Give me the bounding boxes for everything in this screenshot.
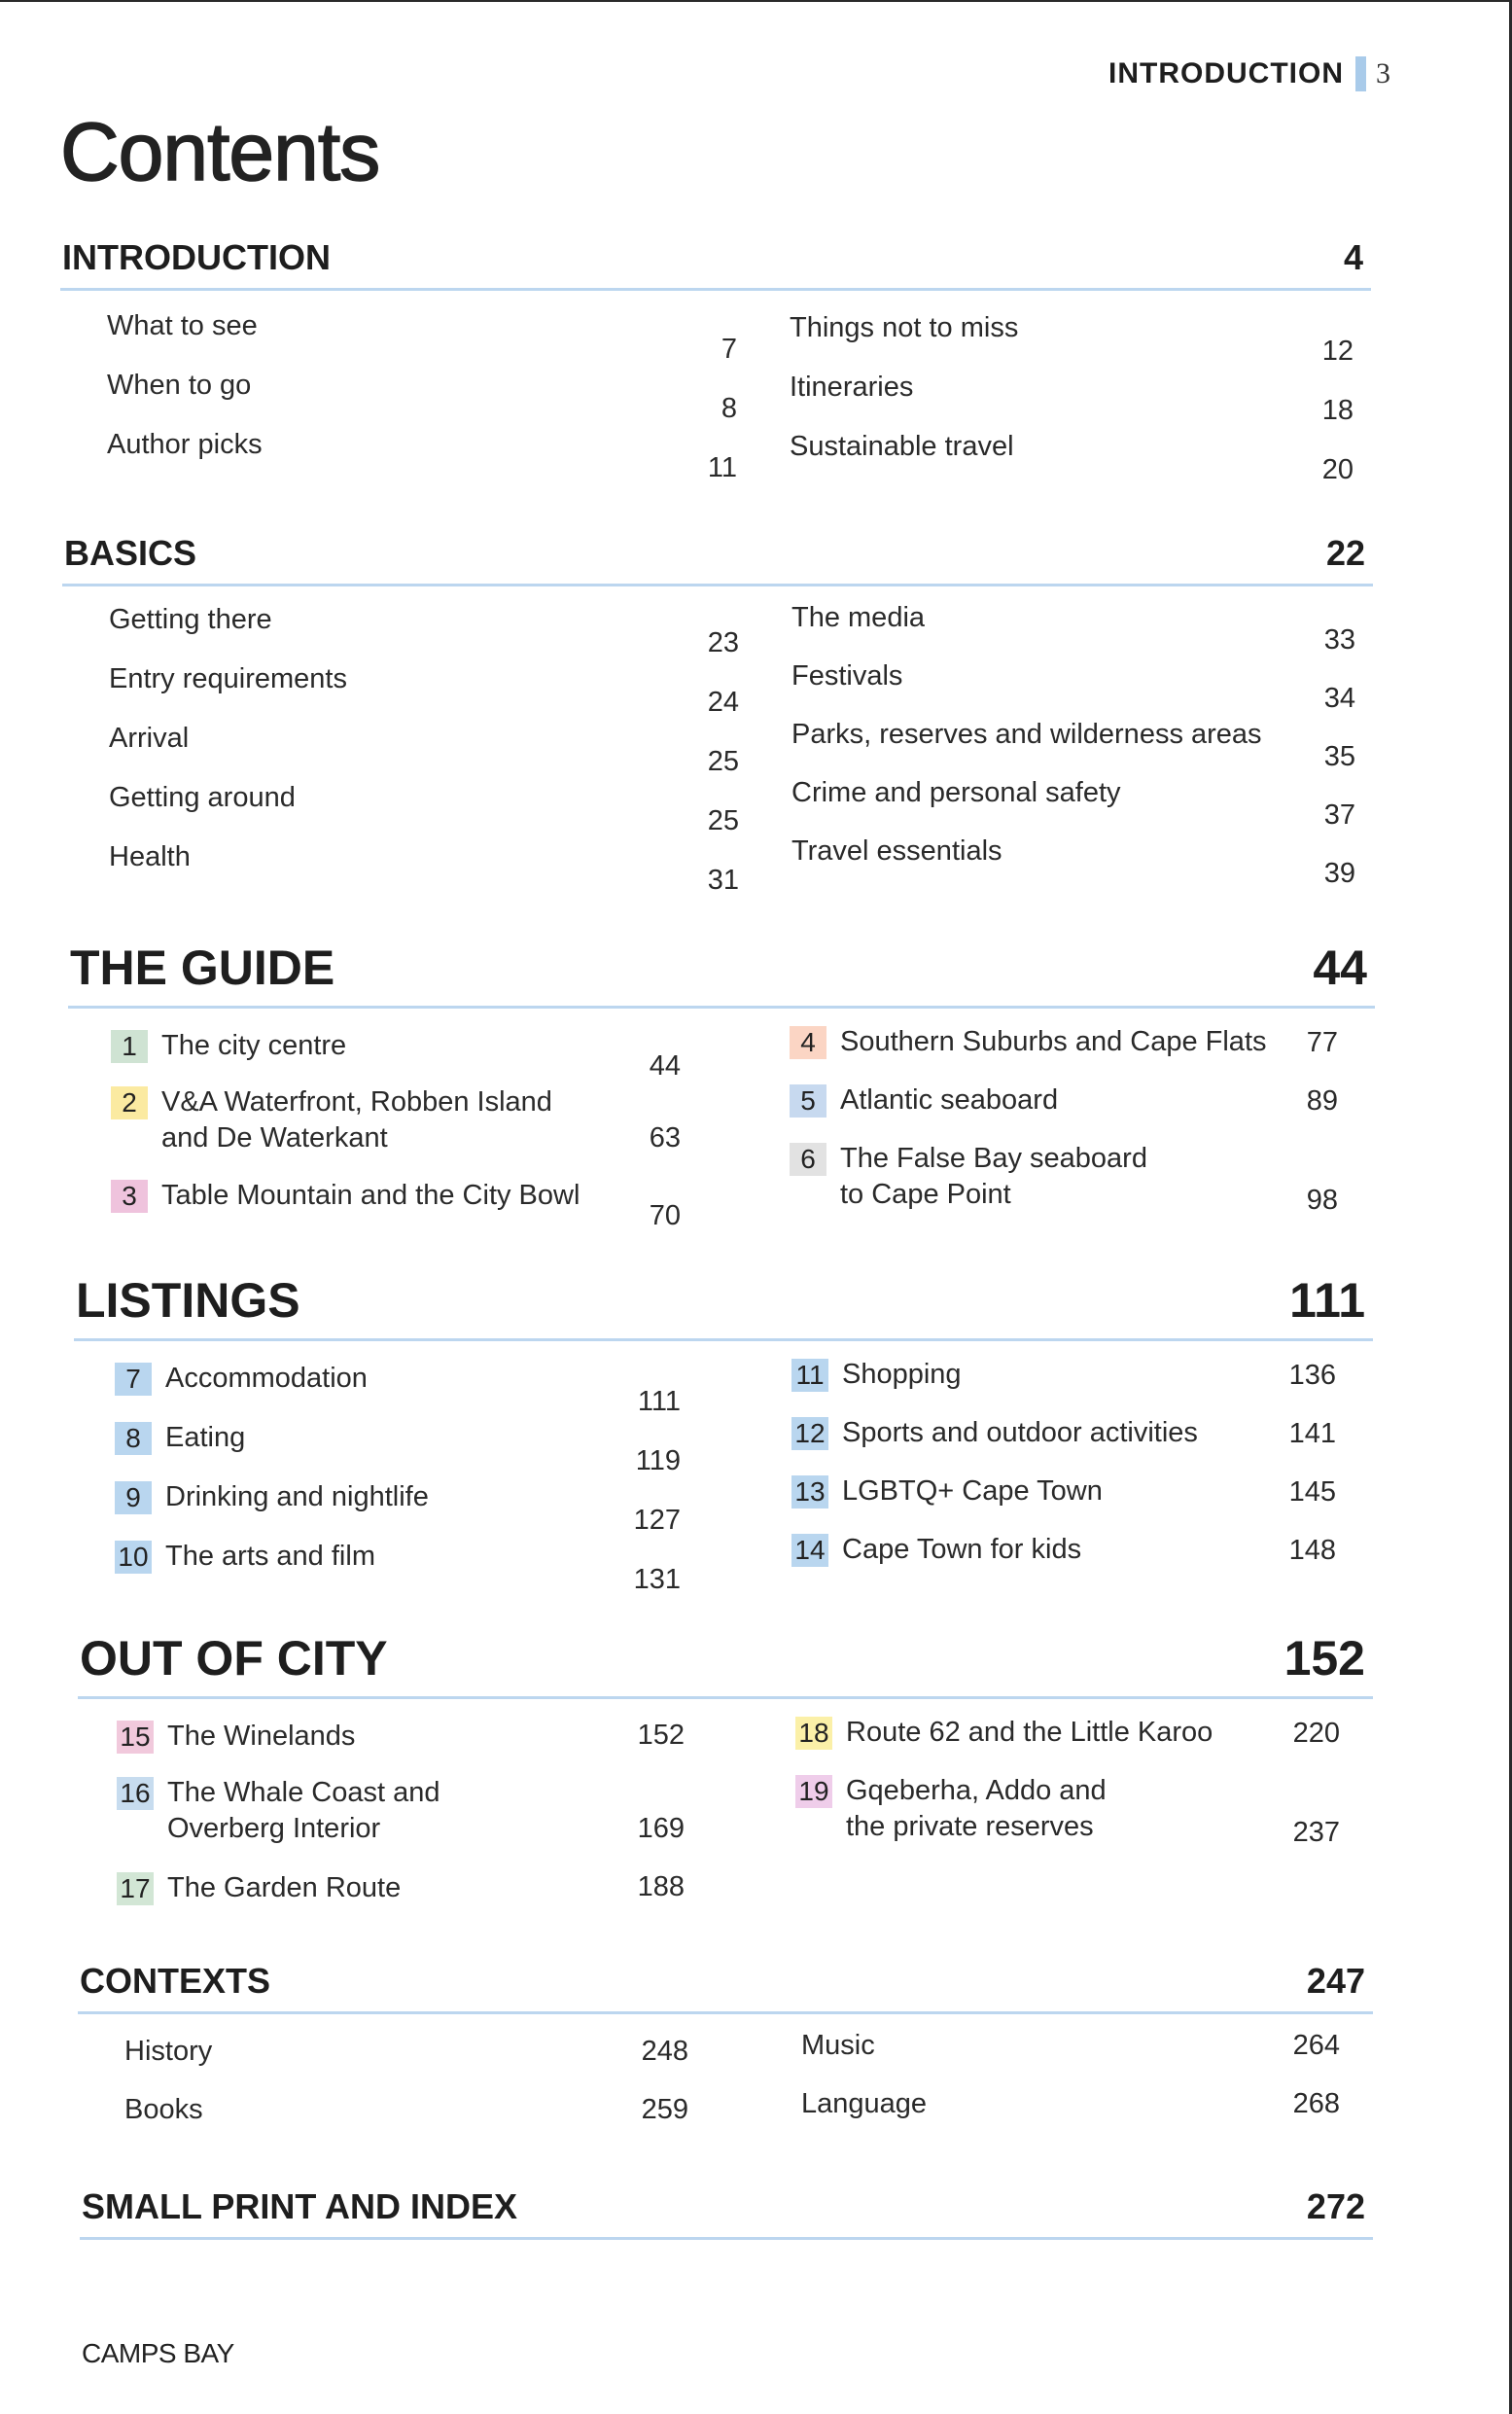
entry-label: The Garden Route bbox=[167, 1872, 402, 1903]
chapter-entry[interactable] bbox=[791, 1415, 1336, 1473]
entry-label: Itineraries bbox=[790, 372, 914, 403]
entry-page: 141 bbox=[1288, 1418, 1336, 1449]
toc-entry[interactable] bbox=[791, 775, 1355, 834]
chapter-number-badge: 6 bbox=[790, 1143, 826, 1176]
section-header[interactable] bbox=[80, 2183, 1373, 2240]
chapter-entry[interactable] bbox=[115, 1479, 681, 1539]
entry-page: 44 bbox=[649, 1050, 681, 1082]
entry-page: 35 bbox=[1323, 741, 1355, 772]
right-column bbox=[795, 1715, 1340, 1851]
entry-label: Parks, reserves and wilderness areas bbox=[791, 719, 1262, 750]
chapter-number-badge: 15 bbox=[117, 1721, 154, 1754]
section-title[interactable]: OUT OF CITY bbox=[80, 1631, 388, 1686]
entry-label: Arrival bbox=[109, 723, 190, 754]
chapter-number-badge: 14 bbox=[791, 1534, 828, 1567]
chapter-number-badge: 13 bbox=[791, 1475, 828, 1509]
toc-entry[interactable] bbox=[791, 600, 1355, 658]
toc-entry[interactable] bbox=[801, 2028, 1340, 2086]
chapter-number-badge: 3 bbox=[111, 1180, 148, 1213]
entry-label: Sustainable travel bbox=[790, 431, 1014, 462]
entry-label: Festivals bbox=[791, 660, 903, 692]
chapter-number-badge: 8 bbox=[115, 1422, 152, 1455]
chapter-number-badge: 9 bbox=[115, 1481, 152, 1514]
section-page: 152 bbox=[1283, 1631, 1365, 1686]
running-header bbox=[1108, 56, 1390, 91]
chapter-number-badge: 11 bbox=[791, 1359, 828, 1392]
entry-page: 25 bbox=[707, 746, 739, 777]
chapter-entry[interactable] bbox=[115, 1539, 681, 1598]
section-contexts bbox=[78, 1957, 1373, 2150]
entry-page: 20 bbox=[1321, 454, 1354, 485]
right-column bbox=[801, 2028, 1340, 2145]
entry-page: 111 bbox=[637, 1386, 681, 1417]
entry-label: Route 62 and the Little Karoo bbox=[846, 1717, 1213, 1748]
entry-label: Entry requirements bbox=[109, 663, 347, 694]
entry-label: History bbox=[124, 2036, 213, 2067]
toc-entry[interactable] bbox=[124, 2034, 688, 2092]
chapter-entry[interactable] bbox=[795, 1715, 1340, 1773]
entry-label: Gqeberha, Addo and the private reserves bbox=[846, 1775, 1107, 1842]
entry-page: 18 bbox=[1321, 395, 1354, 426]
right-column bbox=[791, 600, 1355, 892]
section-title[interactable]: BASICS bbox=[64, 533, 197, 573]
section-header[interactable] bbox=[68, 936, 1375, 1009]
entry-page: 11 bbox=[707, 452, 737, 483]
entry-label: V&A Waterfront, Robben Island and De Waterkant bbox=[161, 1086, 552, 1154]
page-number: 3 bbox=[1376, 57, 1390, 89]
section-title[interactable]: THE GUIDE bbox=[70, 941, 335, 995]
section-title[interactable]: SMALL PRINT AND INDEX bbox=[82, 2186, 518, 2226]
chapter-number-badge: 7 bbox=[115, 1363, 152, 1396]
page-title: Contents bbox=[60, 106, 380, 197]
entry-label: Accommodation bbox=[165, 1363, 368, 1394]
entry-page: 37 bbox=[1323, 799, 1355, 831]
chapter-entry[interactable] bbox=[111, 1178, 681, 1234]
entry-label: Table Mountain and the City Bowl bbox=[161, 1180, 580, 1211]
chapter-entry[interactable] bbox=[111, 1084, 681, 1178]
section-title[interactable]: INTRODUCTION bbox=[62, 237, 331, 277]
section-small-print bbox=[80, 2183, 1373, 2240]
entry-page: 268 bbox=[1292, 2088, 1340, 2119]
right-column bbox=[791, 1357, 1336, 1590]
entry-label: The arts and film bbox=[165, 1541, 375, 1572]
chapter-entry[interactable] bbox=[791, 1357, 1336, 1415]
entry-page: 33 bbox=[1323, 624, 1355, 656]
toc-entry[interactable] bbox=[109, 780, 739, 839]
entry-label: The Winelands bbox=[167, 1721, 356, 1752]
section-title[interactable]: CONTEXTS bbox=[80, 1961, 271, 2001]
entry-label: Author picks bbox=[107, 429, 263, 460]
section-the-guide bbox=[68, 936, 1375, 1242]
entry-page: 98 bbox=[1306, 1185, 1338, 1216]
entry-page: 8 bbox=[721, 393, 737, 424]
entry-label: The False Bay seaboard to Cape Point bbox=[840, 1143, 1147, 1210]
entry-page: 148 bbox=[1288, 1535, 1336, 1566]
entry-label: Things not to miss bbox=[790, 312, 1019, 343]
chapter-number-badge: 1 bbox=[111, 1030, 148, 1063]
toc-entry[interactable] bbox=[109, 839, 739, 899]
entry-label: The city centre bbox=[161, 1030, 347, 1061]
toc-entry[interactable] bbox=[791, 834, 1355, 892]
section-page: 4 bbox=[1343, 237, 1363, 277]
toc-entry[interactable] bbox=[790, 310, 1354, 370]
entry-page: 70 bbox=[649, 1200, 681, 1231]
entry-page: 12 bbox=[1321, 336, 1354, 367]
chapter-entry[interactable] bbox=[790, 1024, 1338, 1083]
chapter-number-badge: 10 bbox=[115, 1541, 152, 1574]
entry-label: Getting there bbox=[109, 604, 272, 635]
toc-entry[interactable] bbox=[107, 308, 737, 368]
entry-label: Music bbox=[801, 2030, 875, 2061]
running-header-title: INTRODUCTION bbox=[1108, 57, 1344, 89]
chapter-number-badge: 5 bbox=[790, 1084, 826, 1118]
entry-page: 25 bbox=[707, 805, 739, 836]
left-column bbox=[107, 308, 737, 486]
toc-entry[interactable] bbox=[109, 661, 739, 721]
chapter-entry[interactable] bbox=[790, 1083, 1338, 1141]
toc-entry[interactable] bbox=[107, 427, 737, 486]
entry-page: 220 bbox=[1292, 1718, 1340, 1749]
entry-page: 152 bbox=[637, 1720, 685, 1751]
chapter-entry[interactable] bbox=[791, 1532, 1336, 1590]
section-header[interactable] bbox=[62, 529, 1373, 586]
section-page: 272 bbox=[1306, 2186, 1365, 2226]
section-basics bbox=[62, 529, 1373, 898]
chapter-entry[interactable] bbox=[117, 1775, 685, 1870]
entry-label: Crime and personal safety bbox=[791, 777, 1121, 808]
entry-label: Sports and outdoor activities bbox=[842, 1417, 1198, 1448]
entry-label: The Whale Coast and Overberg Interior bbox=[167, 1777, 440, 1844]
entry-label: Atlantic seaboard bbox=[840, 1084, 1059, 1116]
entry-page: 259 bbox=[641, 2094, 688, 2125]
entry-label: Travel essentials bbox=[791, 835, 1002, 867]
toc-entry[interactable] bbox=[109, 602, 739, 661]
toc-entry[interactable] bbox=[791, 717, 1355, 775]
entry-page: 89 bbox=[1306, 1085, 1338, 1117]
chapter-number-badge: 18 bbox=[795, 1717, 832, 1750]
section-out-of-city bbox=[78, 1626, 1373, 1933]
entry-page: 127 bbox=[633, 1505, 681, 1536]
section-introduction bbox=[60, 233, 1371, 485]
entry-page: 39 bbox=[1323, 858, 1355, 889]
entry-page: 237 bbox=[1292, 1817, 1340, 1848]
chapter-number-badge: 2 bbox=[111, 1086, 148, 1119]
entry-page: 23 bbox=[707, 627, 739, 658]
entry-page: 169 bbox=[637, 1813, 685, 1844]
chapter-entry[interactable] bbox=[115, 1361, 681, 1420]
page-top-edge bbox=[0, 0, 1512, 2]
entry-label: Cape Town for kids bbox=[842, 1534, 1082, 1565]
entry-page: 131 bbox=[633, 1564, 681, 1595]
section-title[interactable]: LISTINGS bbox=[76, 1273, 300, 1328]
entry-page: 145 bbox=[1288, 1476, 1336, 1508]
section-page: 247 bbox=[1306, 1961, 1365, 2001]
chapter-entry[interactable] bbox=[795, 1773, 1340, 1851]
toc-entry[interactable] bbox=[790, 370, 1354, 429]
right-column bbox=[790, 310, 1354, 488]
entry-page: 188 bbox=[637, 1871, 685, 1902]
entry-label: What to see bbox=[107, 310, 258, 341]
entry-page: 34 bbox=[1323, 683, 1355, 714]
chapter-number-badge: 19 bbox=[795, 1775, 832, 1808]
entry-page: 77 bbox=[1306, 1027, 1338, 1058]
entry-label: LGBTQ+ Cape Town bbox=[842, 1475, 1103, 1507]
entry-page: 264 bbox=[1292, 2030, 1340, 2061]
section-page: 44 bbox=[1313, 941, 1367, 995]
chapter-entry[interactable] bbox=[111, 1028, 681, 1084]
entry-label: Getting around bbox=[109, 782, 296, 813]
running-header-bar bbox=[1355, 56, 1366, 91]
chapter-entry[interactable] bbox=[117, 1719, 685, 1775]
entry-label: Shopping bbox=[842, 1359, 962, 1390]
entry-label: Health bbox=[109, 841, 191, 872]
chapter-entry[interactable] bbox=[790, 1141, 1338, 1219]
entry-page: 24 bbox=[707, 687, 739, 718]
entry-page: 119 bbox=[635, 1445, 681, 1476]
chapter-number-badge: 17 bbox=[117, 1872, 154, 1905]
entry-page: 136 bbox=[1288, 1360, 1336, 1391]
chapter-entry[interactable] bbox=[117, 1870, 685, 1927]
left-column bbox=[111, 1028, 681, 1234]
section-header[interactable] bbox=[60, 233, 1371, 291]
section-header[interactable] bbox=[78, 1957, 1373, 2014]
left-column bbox=[124, 2034, 688, 2150]
chapter-entry[interactable] bbox=[791, 1473, 1336, 1532]
chapter-number-badge: 4 bbox=[790, 1026, 826, 1059]
left-column bbox=[115, 1361, 681, 1598]
entry-label: Eating bbox=[165, 1422, 246, 1453]
entry-page: 31 bbox=[707, 865, 739, 896]
toc-entry[interactable] bbox=[109, 721, 739, 780]
toc-entry[interactable] bbox=[124, 2092, 688, 2150]
toc-entry[interactable] bbox=[790, 429, 1354, 488]
section-listings bbox=[74, 1268, 1373, 1614]
entry-label: When to go bbox=[107, 370, 252, 401]
section-header[interactable] bbox=[74, 1268, 1373, 1341]
right-column bbox=[790, 1024, 1338, 1219]
left-column bbox=[109, 602, 739, 899]
section-header[interactable] bbox=[78, 1626, 1373, 1699]
section-page: 22 bbox=[1325, 533, 1365, 573]
entry-page: 248 bbox=[641, 2036, 688, 2067]
entry-label: Drinking and nightlife bbox=[165, 1481, 429, 1512]
section-page: 111 bbox=[1289, 1273, 1365, 1328]
entry-label: Language bbox=[801, 2088, 928, 2119]
toc-entry[interactable] bbox=[801, 2086, 1340, 2145]
entry-label: The media bbox=[791, 602, 926, 633]
toc-entry[interactable] bbox=[107, 368, 737, 427]
chapter-number-badge: 12 bbox=[791, 1417, 828, 1450]
entry-label: Books bbox=[124, 2094, 203, 2125]
left-column bbox=[117, 1719, 685, 1927]
entry-label: Southern Suburbs and Cape Flats bbox=[840, 1026, 1267, 1057]
toc-entry[interactable] bbox=[791, 658, 1355, 717]
photo-caption: CAMPS BAY bbox=[82, 2338, 234, 2368]
chapter-entry[interactable] bbox=[115, 1420, 681, 1479]
chapter-number-badge: 16 bbox=[117, 1777, 154, 1810]
entry-page: 7 bbox=[721, 334, 737, 365]
entry-page: 63 bbox=[649, 1122, 681, 1154]
